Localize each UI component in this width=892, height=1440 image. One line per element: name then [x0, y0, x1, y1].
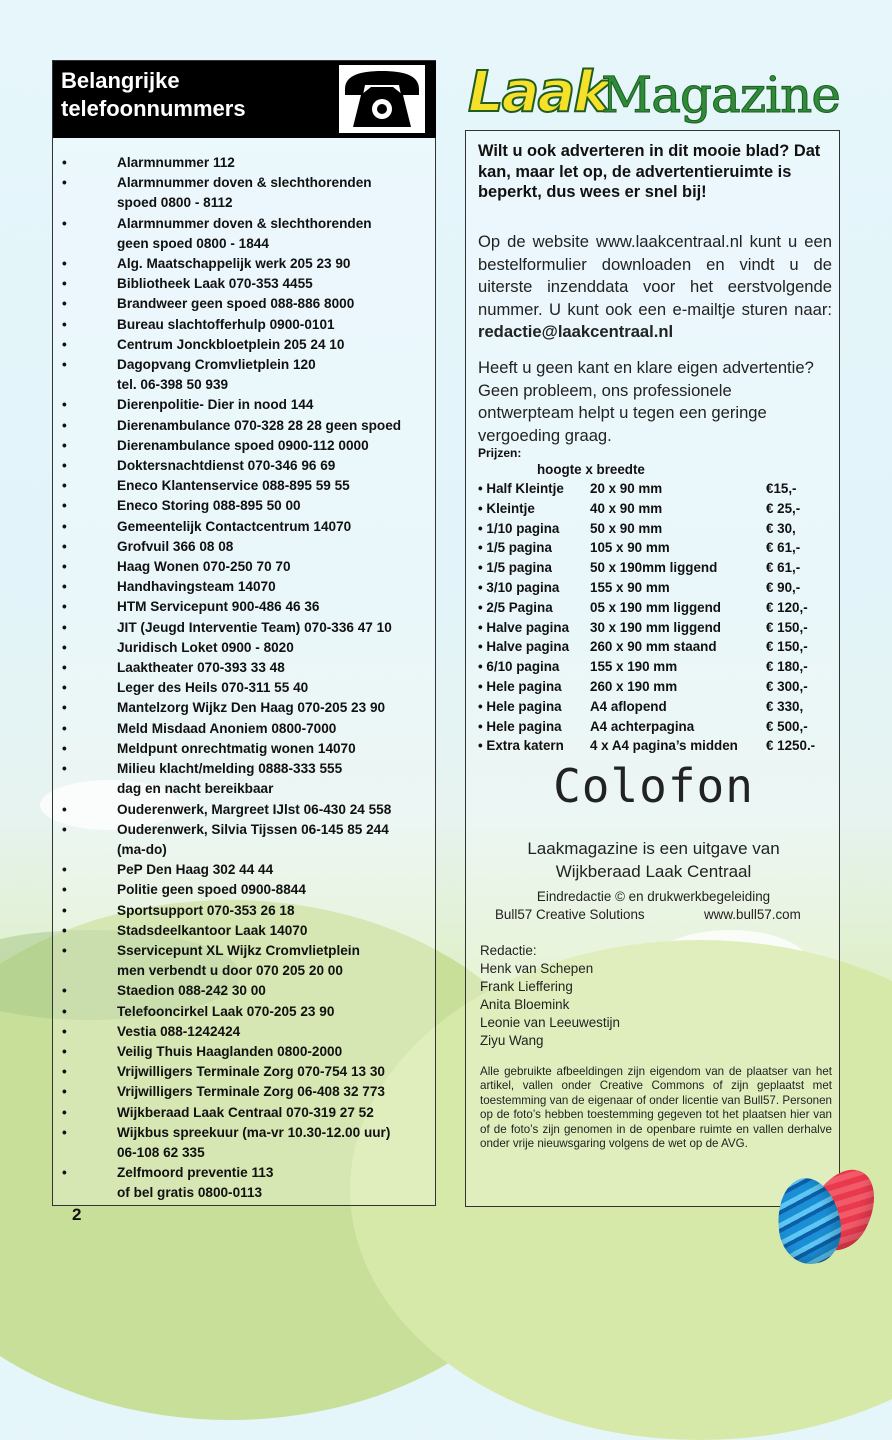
- bullet-icon: •: [62, 437, 67, 453]
- phone-entry: [53, 537, 437, 557]
- price-amount: € 90,-: [766, 579, 801, 595]
- email-address[interactable]: redactie@laakcentraal.nl: [478, 322, 674, 342]
- editor-name: Ziyu Wang: [480, 1033, 544, 1048]
- bullet-icon: •: [62, 599, 67, 615]
- phone-entry: [53, 517, 437, 537]
- phone-entry: [53, 1022, 437, 1042]
- phone-entry: [53, 1002, 437, 1022]
- price-row: [478, 659, 838, 679]
- price-row: [478, 600, 838, 620]
- phone-entry: [53, 355, 437, 395]
- page-number: 2: [72, 1205, 82, 1224]
- bullet-icon: •: [62, 538, 67, 554]
- phone-entry: [53, 274, 437, 294]
- editorial-line: Eindredactie © en drukwerkbegeleiding: [536, 889, 771, 904]
- phone-entry-text: Milieu klacht/melding 0888-333 555 dag en nacht bereikbaar: [117, 761, 343, 797]
- bullet-icon: •: [62, 1124, 67, 1140]
- prices-label: Prijzen:: [478, 446, 522, 460]
- phone-entry-text: Bibliotheek Laak 070-353 4455: [117, 276, 313, 292]
- phone-entry-text: Eneco Klantenservice 088-895 59 55: [117, 478, 350, 494]
- phone-entry-text: Juridisch Loket 0900 - 8020: [117, 639, 294, 655]
- price-row: [478, 560, 838, 580]
- price-format-name: • Kleintje: [478, 500, 535, 516]
- phone-entry: [53, 173, 437, 213]
- price-format-name: • 3/10 pagina: [478, 579, 560, 595]
- bullet-icon: •: [62, 397, 67, 413]
- bullet-icon: •: [62, 296, 67, 312]
- phone-entry: [53, 254, 437, 274]
- colofon-title: Colofon: [553, 759, 754, 813]
- bull57-url[interactable]: www.bull57.com: [704, 907, 801, 922]
- price-format-size: 260 x 190 mm: [590, 678, 678, 694]
- phone-entry: [53, 860, 437, 880]
- phone-number-list: [53, 153, 437, 1204]
- phone-numbers-title: Belangrijke telefoonnummers: [61, 68, 246, 121]
- phone-entry-text: Dierenambulance 070-328 28 28 geen spoed: [117, 417, 402, 433]
- phone-entry: [53, 739, 437, 759]
- price-format-size: 105 x 90 mm: [590, 540, 670, 556]
- phone-entry-text: Telefooncirkel Laak 070-205 23 90: [117, 1003, 335, 1019]
- price-row: [478, 580, 838, 600]
- price-row: [478, 521, 838, 541]
- price-format-name: • Half Kleintje: [478, 481, 564, 496]
- publisher-info: [466, 837, 841, 883]
- price-format-name: • Hele pagina: [478, 698, 562, 714]
- phone-entry-text: JIT (Jeugd Interventie Team) 070-336 47 10: [117, 619, 392, 635]
- phone-entry: [53, 153, 437, 173]
- price-format-size: 155 x 90 mm: [590, 579, 670, 595]
- phone-entry: [53, 759, 437, 799]
- phone-numbers-panel: [52, 60, 436, 1206]
- phone-entry: [53, 941, 437, 981]
- bullet-icon: •: [62, 1084, 67, 1100]
- phone-entry-text: Eneco Storing 088-895 50 00: [117, 498, 301, 514]
- phone-entry: [53, 1082, 437, 1102]
- price-amount: € 61,-: [766, 540, 801, 556]
- phone-entry-text: Alarmnummer doven & slechthorenden spoed 0800 - 8112: [117, 175, 372, 211]
- phone-entry-text: Alarmnummer 112: [117, 155, 235, 170]
- price-format-name: • Halve pagina: [478, 639, 570, 655]
- redactie-label: Redactie:: [480, 943, 537, 958]
- phone-entry-text: Staedion 088-242 30 00: [117, 983, 266, 999]
- price-format-size: A4 achterpagina: [590, 718, 695, 734]
- bullet-icon: •: [62, 660, 67, 676]
- price-format-size: 30 x 190 mm liggend: [590, 619, 721, 635]
- bullet-icon: •: [62, 458, 67, 474]
- bullet-icon: •: [62, 498, 67, 514]
- price-row: [478, 679, 838, 699]
- bullet-icon: •: [62, 1023, 67, 1039]
- price-amount: € 180,-: [766, 659, 808, 675]
- price-table: [478, 481, 838, 758]
- phone-entry: [53, 436, 437, 456]
- bullet-icon: •: [62, 1003, 67, 1019]
- price-format-name: • 1/10 pagina: [478, 520, 560, 536]
- price-format-name: • Hele pagina: [478, 678, 562, 694]
- phone-entry: [53, 719, 437, 739]
- phone-entry: [53, 698, 437, 718]
- price-amount: € 150,-: [766, 619, 808, 635]
- phone-entry-text: Dierenambulance spoed 0900-112 0000: [117, 437, 369, 453]
- bullet-icon: •: [62, 821, 67, 837]
- price-row: [478, 540, 838, 560]
- bullet-icon: •: [62, 559, 67, 575]
- bullet-icon: •: [62, 801, 67, 817]
- phone-entry-text: Leger des Heils 070-311 55 40: [117, 680, 309, 696]
- telephone-icon: [339, 65, 425, 133]
- phone-entry: [53, 1062, 437, 1082]
- editor-name: Anita Bloemink: [480, 997, 570, 1012]
- bullet-icon: •: [62, 680, 67, 696]
- bullet-icon: •: [62, 922, 67, 938]
- bullet-icon: •: [62, 942, 67, 958]
- advertising-website-text: [478, 231, 832, 344]
- phone-entry-text: Mantelzorg Wijkz Den Haag 070-205 23 90: [117, 700, 386, 716]
- phone-entry: [53, 496, 437, 516]
- phone-entry: [53, 597, 437, 617]
- bullet-icon: •: [62, 215, 67, 231]
- publisher-line: Laakmagazine is een uitgave van: [527, 839, 780, 858]
- bullet-icon: •: [62, 1104, 67, 1120]
- bullet-icon: •: [62, 639, 67, 655]
- phone-entry: [53, 456, 437, 476]
- phone-entry: [53, 214, 437, 254]
- editor-name: Henk van Schepen: [480, 961, 594, 976]
- price-format-size: 40 x 90 mm: [590, 500, 663, 516]
- phone-entry: [53, 557, 437, 577]
- laak-magazine-logo: [468, 62, 838, 138]
- price-amount: € 300,-: [766, 678, 808, 694]
- phone-entry: [53, 1103, 437, 1123]
- bullet-icon: •: [62, 357, 67, 373]
- website-paragraph: Op de website www.laakcentraal.nl kunt u een bestelformulier downloaden en vindt u de uiterste inzenddata voor het eerstvolgende nummer. U kunt ook een e-mailtje sturen naar:: [478, 232, 832, 319]
- editor-name: Leonie van Leeuwestijn: [480, 1015, 620, 1030]
- phone-entry-text: Centrum Jonckbloetplein 205 24 10: [117, 336, 345, 352]
- bullet-icon: •: [62, 619, 67, 635]
- phone-entry: [53, 981, 437, 1001]
- price-amount: € 150,-: [766, 639, 808, 655]
- price-amount: € 25,-: [766, 500, 801, 516]
- bullet-icon: •: [62, 316, 67, 332]
- price-format-size: 155 x 190 mm: [590, 659, 678, 675]
- phone-entry-text: Handhavingsteam 14070: [117, 579, 276, 595]
- price-format-size: 50 x 90 mm: [590, 520, 663, 536]
- phone-entry: [53, 335, 437, 355]
- phone-entry-text: Brandweer geen spoed 088-886 8000: [117, 296, 355, 312]
- price-format-name: • Halve pagina: [478, 619, 570, 635]
- phone-entry: [53, 921, 437, 941]
- bullet-icon: •: [62, 902, 67, 918]
- bullet-icon: •: [62, 155, 67, 170]
- phone-entry: [53, 395, 437, 415]
- bullet-icon: •: [62, 518, 67, 534]
- phone-entry-text: Sservicepunt XL Wijkz Cromvlietplein men verbendt u door 070 205 20 00: [117, 942, 360, 979]
- publisher-name: Wijkberaad Laak Centraal: [555, 862, 752, 881]
- bullet-icon: •: [62, 740, 67, 756]
- phone-entry-text: PeP Den Haag 302 44 44: [117, 862, 274, 878]
- phone-entry: [53, 1163, 437, 1203]
- phone-entry-text: Doktersnachtdienst 070-346 96 69: [117, 458, 336, 474]
- phone-entry: [53, 638, 437, 658]
- price-format-name: • Extra katern: [478, 738, 564, 754]
- price-format-size: 4 x A4 pagina’s midden: [590, 738, 738, 754]
- phone-entry-text: Stadsdeelkantoor Laak 14070: [117, 922, 308, 938]
- bullet-icon: •: [62, 276, 67, 292]
- phone-entry-text: Grofvuil 366 08 08: [117, 538, 234, 554]
- logo-laak-text: Laak: [468, 60, 609, 125]
- phone-entry-text: Bureau slachtofferhulp 0900-0101: [117, 316, 335, 332]
- bull57-name: Bull57 Creative Solutions: [495, 907, 645, 922]
- phone-entry-text: Dierenpolitie- Dier in nood 144: [117, 397, 314, 413]
- phone-entry-text: Sportsupport 070-353 26 18: [117, 902, 295, 918]
- phone-entry-text: Wijkberaad Laak Centraal 070-319 27 52: [117, 1104, 374, 1120]
- price-format-size: 20 x 90 mm: [590, 481, 663, 496]
- phone-entry: [53, 476, 437, 496]
- bullet-icon: •: [62, 720, 67, 736]
- phone-entry-text: Ouderenwerk, Margreet IJlst 06-430 24 558: [117, 801, 392, 817]
- price-amount: € 30,: [766, 520, 796, 536]
- phone-entry-text: Politie geen spoed 0900-8844: [117, 882, 306, 898]
- price-format-name: • 1/5 pagina: [478, 540, 552, 556]
- bullet-icon: •: [62, 478, 67, 494]
- advertising-headline: Wilt u ook adverteren in dit mooie blad? Dat kan, maar let op, de advertentieruimte is beperkt, dus wees er snel bij!: [478, 142, 821, 201]
- phone-entry: [53, 1123, 437, 1163]
- price-row: [478, 719, 838, 739]
- phone-entry: [53, 416, 437, 436]
- advertising-colofon-panel: [465, 130, 840, 1207]
- price-format-name: • 1/5 pagina: [478, 560, 552, 576]
- price-format-size: A4 aflopend: [590, 698, 667, 714]
- price-format-name: • Hele pagina: [478, 718, 562, 734]
- editor-name: Frank Lieffering: [480, 979, 573, 994]
- price-amount: € 61,-: [766, 560, 801, 576]
- phone-entry: [53, 678, 437, 698]
- phone-entry-text: HTM Servicepunt 900-486 46 36: [117, 599, 320, 615]
- phone-entry: [53, 618, 437, 638]
- phone-entry: [53, 658, 437, 678]
- phone-entry-text: Haag Wonen 070-250 70 70: [117, 559, 291, 575]
- phone-entry-text: Meld Misdaad Anoniem 0800-7000: [117, 720, 337, 736]
- price-amount: € 330,: [766, 698, 804, 714]
- price-row: [478, 639, 838, 659]
- price-amount: €15,-: [766, 481, 797, 496]
- phone-entry-text: Veilig Thuis Haaglanden 0800-2000: [117, 1043, 343, 1059]
- prices-subheader: hoogte x breedte: [537, 462, 645, 477]
- phone-entry: [53, 315, 437, 335]
- bullet-icon: •: [62, 700, 67, 716]
- phone-entry: [53, 880, 437, 900]
- phone-numbers-header: [53, 61, 436, 138]
- bullet-icon: •: [62, 1043, 67, 1059]
- phone-entry-text: Meldpunt onrechtmatig wonen 14070: [117, 740, 356, 756]
- phone-entry: [53, 294, 437, 314]
- bullet-icon: •: [62, 256, 67, 272]
- price-row: [478, 738, 838, 758]
- price-row: [478, 699, 838, 719]
- image-disclaimer: Alle gebruikte afbeeldingen zijn eigendom van de plaatser van het artikel, vallen onder Creative Commons of zijn geplaatst met toestemming van de eigenaar of onder licentie van Bull57. Personen op de foto’s hebben toestemming gegeven tot het plaatsen hier van of de foto’s zijn genomen in de openbare ruimte en vallen derhalve onder vrije nieuwsgaring volgens de wet op de AVG.: [480, 1065, 832, 1151]
- price-row: [478, 620, 838, 640]
- price-format-name: • 2/5 Pagina: [478, 599, 553, 615]
- phone-entry-text: Dagopvang Cromvlietplein 120 tel. 06-398 50 939: [117, 357, 316, 393]
- bullet-icon: •: [62, 336, 67, 352]
- price-format-size: 05 x 190 mm liggend: [590, 599, 721, 615]
- phone-entry: [53, 577, 437, 597]
- price-format-size: 50 x 190mm liggend: [590, 560, 718, 576]
- phone-entry-text: Gemeentelijk Contactcentrum 14070: [117, 518, 352, 534]
- price-amount: € 120,-: [766, 599, 808, 615]
- phone-entry: [53, 820, 437, 860]
- phone-entry-text: Vestia 088-1242424: [117, 1023, 241, 1039]
- price-format-name: • 6/10 pagina: [478, 659, 560, 675]
- phone-entry-text: Vrijwilligers Terminale Zorg 070-754 13 30: [117, 1064, 385, 1080]
- phone-entry: [53, 901, 437, 921]
- bullet-icon: •: [62, 579, 67, 595]
- bullet-icon: •: [62, 983, 67, 999]
- logo-magazine-text: Magazine: [601, 66, 840, 124]
- bullet-icon: •: [62, 761, 67, 777]
- phone-entry-text: Alarmnummer doven & slechthorenden geen spoed 0800 - 1844: [117, 215, 372, 251]
- phone-entry: [53, 1042, 437, 1062]
- bullet-icon: •: [62, 175, 67, 191]
- bullet-icon: •: [62, 862, 67, 878]
- bullet-icon: •: [62, 882, 67, 898]
- price-row: [478, 501, 838, 521]
- phone-entry-text: Wijkbus spreekuur (ma-vr 10.30-12.00 uur) 06-108 62 335: [117, 1124, 391, 1160]
- bullet-icon: •: [62, 417, 67, 433]
- price-row: [478, 481, 838, 501]
- phone-entry-text: Zelfmoord preventie 113 of bel gratis 0800-0113: [117, 1165, 274, 1201]
- phone-entry-text: Ouderenwerk, Silvia Tijssen 06-145 85 244 (ma-do): [117, 821, 389, 857]
- price-amount: € 1250.-: [766, 738, 816, 754]
- phone-entry-text: Vrijwilligers Terminale Zorg 06-408 32 773: [117, 1084, 385, 1100]
- phone-entry-text: Laaktheater 070-393 33 48: [117, 660, 285, 676]
- phone-entry: [53, 800, 437, 820]
- bullet-icon: •: [62, 1165, 67, 1181]
- redactie-list: [480, 960, 620, 1050]
- price-amount: € 500,-: [766, 718, 808, 734]
- bullet-icon: •: [62, 1064, 67, 1080]
- price-format-size: 260 x 90 mm staand: [590, 639, 717, 655]
- phone-entry-text: Alg. Maatschappelijk werk 205 23 90: [117, 256, 351, 272]
- design-team-text: Heeft u geen kant en klare eigen advertentie? Geen probleem, ons professionele ontwerpteam helpt u tegen een geringe vergoeding graag.: [478, 358, 814, 445]
